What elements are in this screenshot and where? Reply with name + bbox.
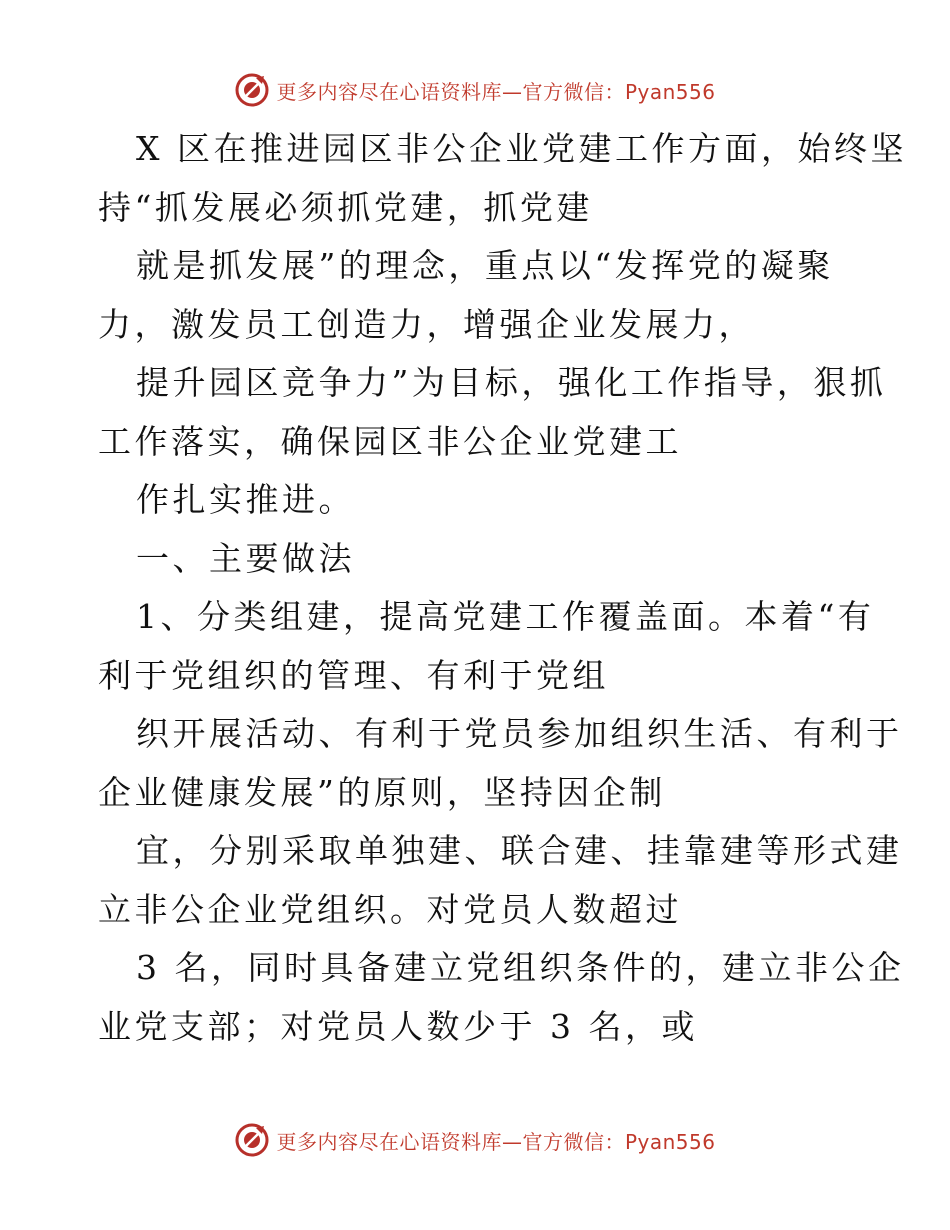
footer-watermark bbox=[0, 1120, 950, 1160]
text-line: 提升园区竞争力”为目标，强化工作指导，狠抓 bbox=[136, 363, 887, 402]
text-line: 3 名，同时具备建立党组织条件的，建立非公企 bbox=[136, 948, 905, 987]
seal-logo-icon bbox=[234, 1122, 270, 1158]
watermark-text: 更多内容尽在心语资料库—官方微信：Pyan556 bbox=[276, 79, 716, 104]
text-line: 1、分类组建，提高党建工作覆盖面。本着“有 bbox=[136, 597, 875, 636]
text-line: 就是抓发展”的理念，重点以“发挥党的凝聚 bbox=[136, 246, 834, 285]
seal-logo-icon bbox=[234, 72, 270, 108]
text-line: 企业健康发展”的原则，坚持因企制 bbox=[98, 772, 666, 812]
text-line: 织开展活动、有利于党员参加组织生活、有利于 bbox=[136, 714, 903, 753]
text-line: 工作落实，确保园区非公企业党建工 bbox=[98, 421, 682, 461]
text-line: 利于党组织的管理、有利于党组 bbox=[98, 655, 609, 695]
text-line: 立非公企业党组织。对党员人数超过 bbox=[98, 889, 682, 929]
header-watermark bbox=[0, 70, 950, 110]
watermark-text: 更多内容尽在心语资料库—官方微信：Pyan556 bbox=[276, 1129, 716, 1154]
text-line: 力，激发员工创造力，增强企业发展力， bbox=[98, 304, 755, 344]
document-body bbox=[98, 120, 907, 1056]
text-line: 业党支部；对党员人数少于 3 名，或 bbox=[98, 1006, 698, 1046]
text-line: X 区在推进园区非公企业党建工作方面，始终坚 bbox=[136, 129, 907, 168]
text-line: 宜，分别采取单独建、联合建、挂靠建等形式建 bbox=[136, 831, 903, 870]
text-line: 持“抓发展必须抓党建，抓党建 bbox=[98, 187, 593, 227]
text-line: 作扎实推进。 bbox=[136, 480, 355, 519]
section-heading: 一、主要做法 bbox=[136, 538, 355, 578]
